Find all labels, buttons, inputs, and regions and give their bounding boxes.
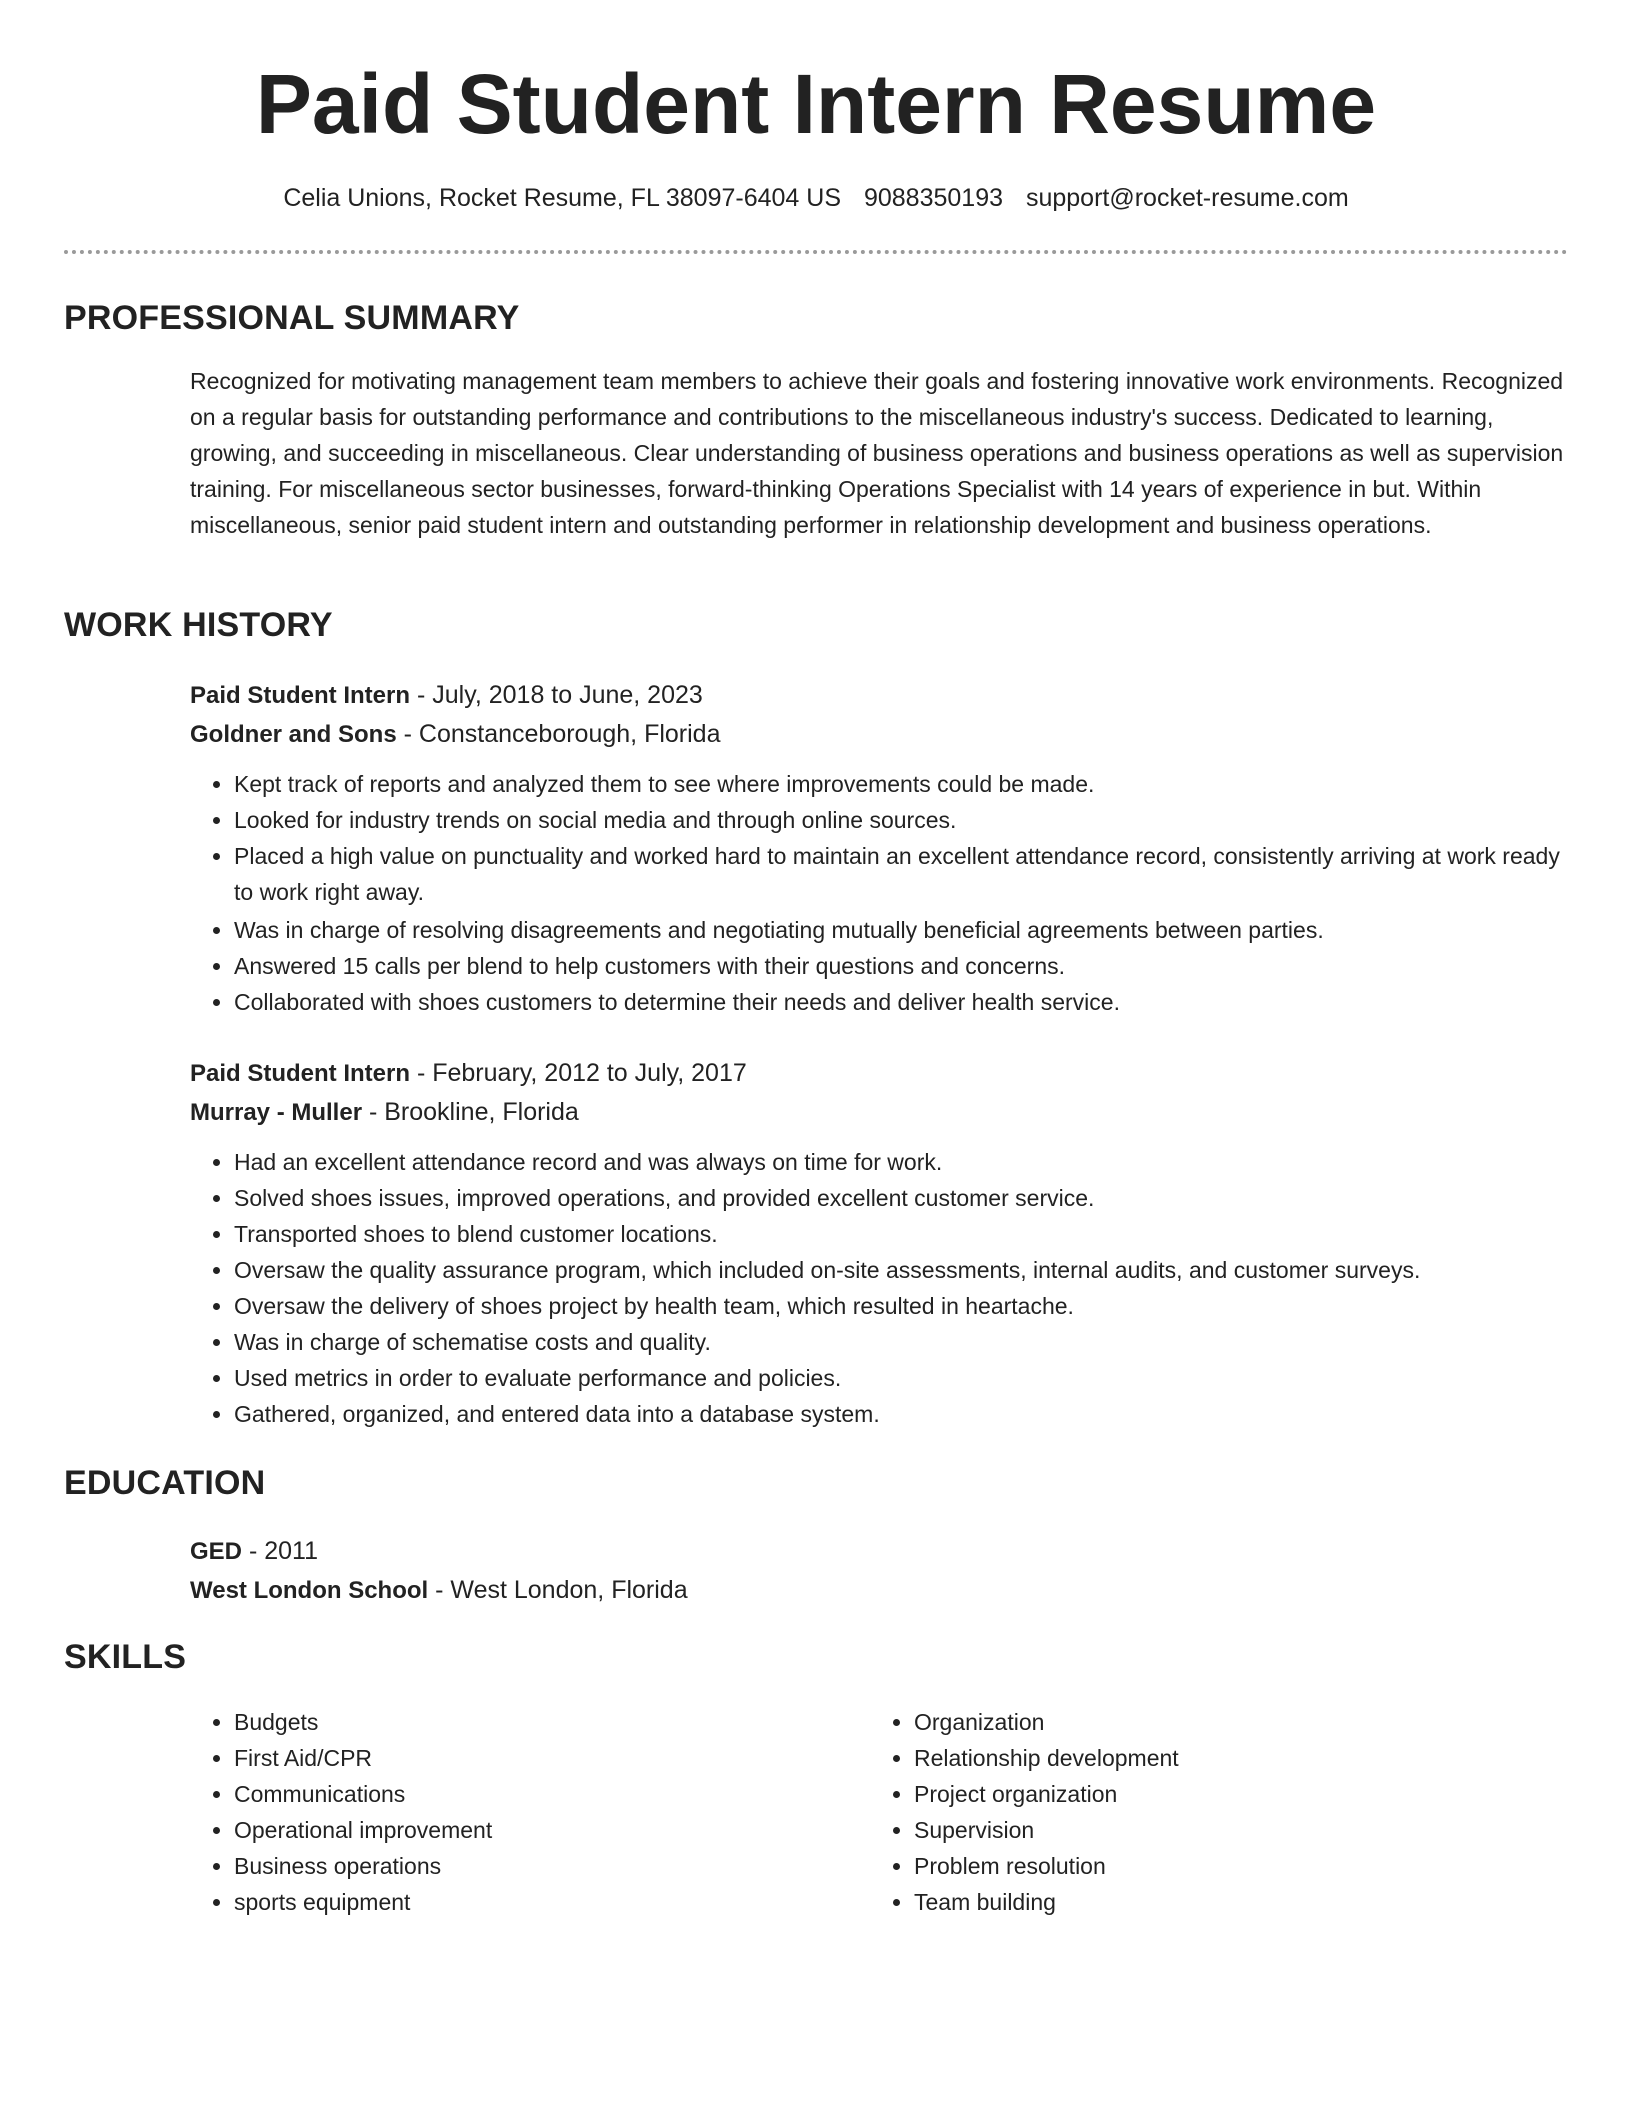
skill-item: • Team building: [914, 1884, 1470, 1920]
job-bullet: • Gathered, organized, and entered data into a database system.: [234, 1396, 1570, 1432]
work-history-heading: WORK HISTORY: [64, 606, 333, 644]
contact-address: Celia Unions, Rocket Resume, FL 38097-6404 US: [283, 184, 842, 212]
job-bullet: • Solved shoes issues, improved operations, and provided excellent customer service.: [234, 1180, 1570, 1216]
job-title: Paid Student Intern: [190, 1060, 411, 1087]
job-entry: [190, 676, 1570, 1020]
contact-line: [0, 180, 1632, 216]
education-year: - 2011: [242, 1537, 318, 1565]
skill-item: • Problem resolution: [914, 1848, 1470, 1884]
job-company: Murray - Muller: [190, 1099, 363, 1126]
job-entry: [190, 1054, 1570, 1432]
job-bullet: • Looked for industry trends on social media and through online sources.: [234, 802, 1570, 838]
summary-heading: PROFESSIONAL SUMMARY: [64, 299, 520, 337]
summary-section: [190, 363, 1570, 543]
summary-text: Recognized for motivating management team members to achieve their goals and fostering innovative work environments. Recognized on a regular basis for outstanding performance and contributions to the miscellaneous industry's success. Dedicated to learning, growing, and succeeding in miscellaneous. Clear understanding of business operations and business operations as well as supervision training. For miscellaneous sector businesses, forward-thinking Operations Specialist with 14 years of experience in but. Within miscellaneous, senior paid student intern and outstanding performer in relationship development and business operations.: [190, 368, 1564, 538]
header-divider: [64, 250, 1568, 254]
skill-item: • First Aid/CPR: [234, 1740, 790, 1776]
skill-item: • Budgets: [234, 1704, 790, 1740]
education-entry: [190, 1532, 1570, 1610]
job-bullet: • Had an excellent attendance record and was always on time for work.: [234, 1144, 1570, 1180]
education-location: - West London, Florida: [428, 1576, 688, 1604]
job-bullet: • Answered 15 calls per blend to help customers with their questions and concerns.: [234, 948, 1570, 984]
resume-title: Paid Student Intern Resume: [255, 57, 1377, 151]
job-title-line: [190, 676, 1570, 715]
skill-item: • Relationship development: [914, 1740, 1470, 1776]
skills-list: [870, 1704, 1470, 1920]
skills-column-left: [190, 1704, 790, 1920]
skills-heading: SKILLS: [64, 1638, 187, 1676]
job-dates: - February, 2012 to July, 2017: [410, 1059, 747, 1087]
job-bullets: [190, 1144, 1570, 1432]
skills-list: [190, 1704, 790, 1920]
skill-item: • Communications: [234, 1776, 790, 1812]
education-heading: EDUCATION: [64, 1464, 266, 1502]
education-degree: GED: [190, 1538, 243, 1565]
job-company-line: [190, 1093, 1570, 1132]
education-school: West London School: [190, 1577, 429, 1604]
contact-phone: 9088350193: [863, 184, 1004, 212]
job-company: Goldner and Sons: [190, 721, 397, 748]
job-bullet: • Oversaw the quality assurance program, which included on-site assessments, internal audits, and customer surveys.: [234, 1252, 1570, 1288]
education-degree-line: [190, 1532, 1570, 1571]
job-bullet: • Used metrics in order to evaluate performance and policies.: [234, 1360, 1570, 1396]
skill-item: • Project organization: [914, 1776, 1470, 1812]
job-title: Paid Student Intern: [190, 682, 411, 709]
skills-column-right: [870, 1704, 1470, 1920]
job-bullet: • Placed a high value on punctuality and worked hard to maintain an excellent attendance record, consistently arriving at work ready to work right away.: [234, 838, 1570, 910]
job-bullet: • Was in charge of schematise costs and quality.: [234, 1324, 1570, 1360]
education-school-line: [190, 1571, 1570, 1610]
job-bullet: • Collaborated with shoes customers to determine their needs and deliver health service.: [234, 984, 1570, 1020]
job-bullet: • Kept track of reports and analyzed them to see where improvements could be made.: [234, 766, 1570, 802]
job-bullet: • Oversaw the delivery of shoes project by health team, which resulted in heartache.: [234, 1288, 1570, 1324]
job-title-line: [190, 1054, 1570, 1093]
job-bullets: [190, 766, 1570, 1020]
skill-item: • sports equipment: [234, 1884, 790, 1920]
job-bullet: • Was in charge of resolving disagreements and negotiating mutually beneficial agreements between parties.: [234, 912, 1570, 948]
skill-item: • Organization: [914, 1704, 1470, 1740]
job-dates: - July, 2018 to June, 2023: [410, 681, 703, 709]
skill-item: • Operational improvement: [234, 1812, 790, 1848]
skill-item: • Business operations: [234, 1848, 790, 1884]
job-location: - Constanceborough, Florida: [396, 720, 721, 748]
job-bullet: • Transported shoes to blend customer locations.: [234, 1216, 1570, 1252]
skill-item: • Supervision: [914, 1812, 1470, 1848]
job-company-line: [190, 715, 1570, 754]
contact-email: support@rocket-resume.com: [1025, 184, 1349, 212]
job-location: - Brookline, Florida: [362, 1098, 579, 1126]
